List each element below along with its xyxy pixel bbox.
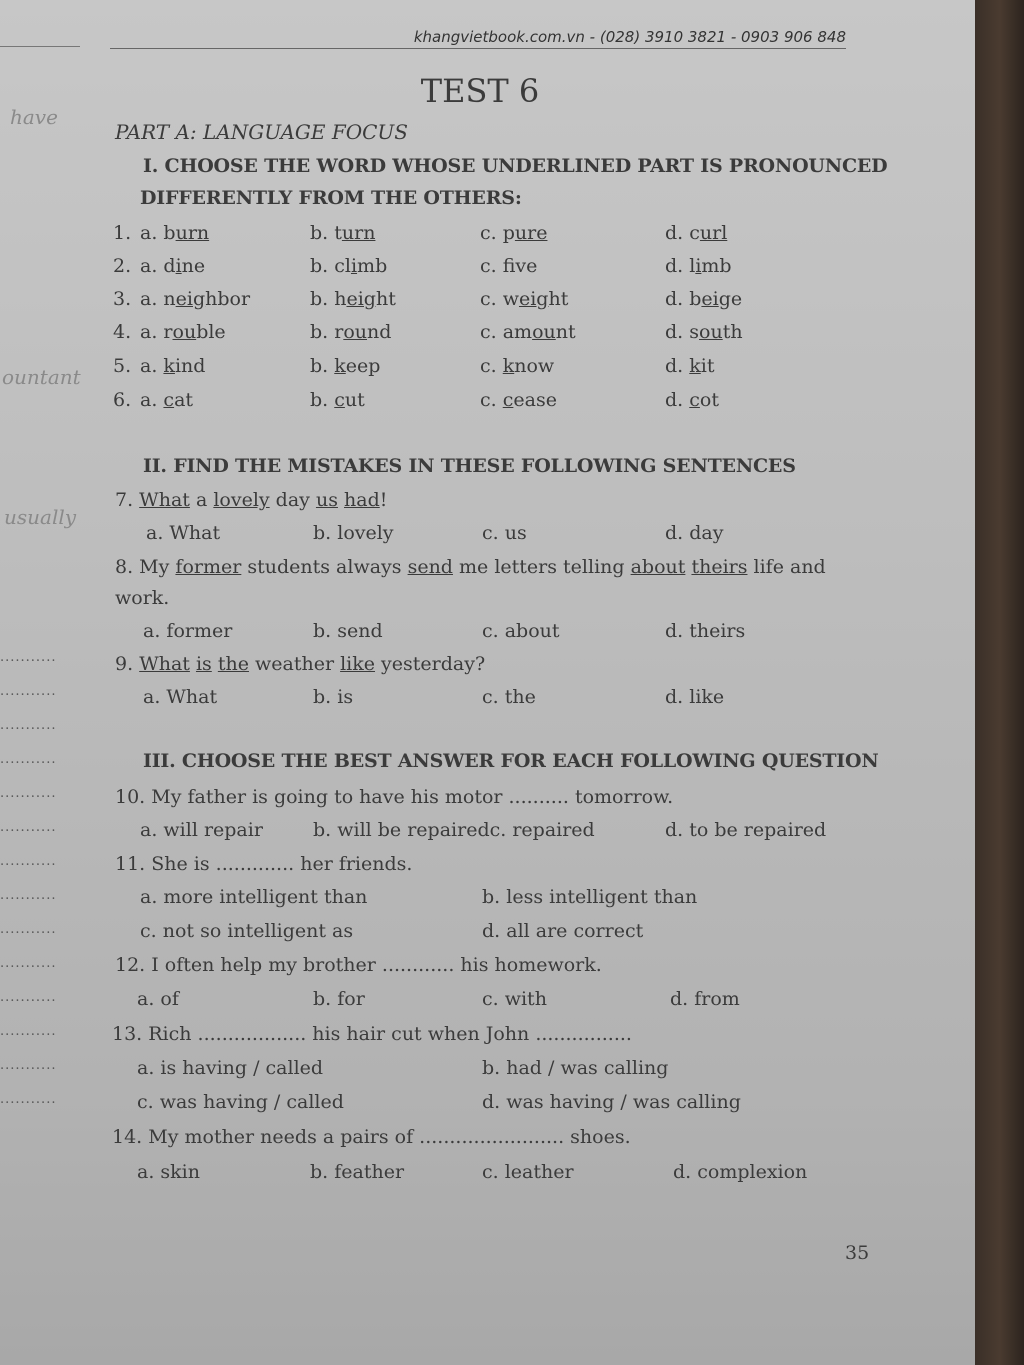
margin-dots: ........... xyxy=(0,990,57,1005)
option-b: b. climb xyxy=(310,255,388,277)
option-b: b. cut xyxy=(310,389,365,411)
option-d: d. like xyxy=(665,686,725,708)
option-d: d. all are correct xyxy=(482,920,644,942)
option-c: c. amount xyxy=(480,321,576,343)
question-sentence-continued: work. xyxy=(115,587,170,609)
option-c: c. weight xyxy=(480,288,569,310)
question-sentence: 12. I often help my brother ............ his homework. xyxy=(115,954,602,976)
option-c: c. know xyxy=(480,355,555,377)
question-sentence: 8. My former students always send me letters telling about theirs life and xyxy=(115,556,826,578)
option-a: a. rouble xyxy=(140,321,226,343)
margin-note: have xyxy=(10,105,58,129)
question-sentence: 13. Rich .................. his hair cut when John ................ xyxy=(112,1023,632,1045)
margin-note: usually xyxy=(4,505,77,529)
question-number: 4. xyxy=(113,321,132,343)
margin-dots: ........... xyxy=(0,1058,57,1073)
margin-dots: ........... xyxy=(0,786,57,801)
question-number: 6. xyxy=(113,389,132,411)
option-a: a. dine xyxy=(140,255,206,277)
margin-dots: ........... xyxy=(0,684,57,699)
option-c: c. fve xyxy=(480,255,538,277)
margin-dots: ........... xyxy=(0,820,57,835)
option-b: b. had / was calling xyxy=(482,1057,669,1079)
margin-dots: ........... xyxy=(0,718,57,733)
option-b: b. turn xyxy=(310,222,376,244)
option-d: d. complexion xyxy=(673,1161,808,1183)
option-c: c. the xyxy=(482,686,536,708)
option-d: d. to be repaired xyxy=(665,819,827,841)
margin-dots: ........... xyxy=(0,1092,57,1107)
option-b: b. height xyxy=(310,288,396,310)
question-sentence: 11. She is ............. her friends. xyxy=(115,853,413,875)
option-d: d. cot xyxy=(665,389,719,411)
option-a: a. kind xyxy=(140,355,206,377)
margin-dots: ........... xyxy=(0,854,57,869)
question-sentence: 14. My mother needs a pairs of ........................ shoes. xyxy=(112,1126,631,1148)
option-c: c. with xyxy=(482,988,547,1010)
margin-dots: ........... xyxy=(0,956,57,971)
option-a: a. What xyxy=(146,522,221,544)
option-c: c. about xyxy=(482,620,560,642)
option-a: a. former xyxy=(143,620,233,642)
question-number: 2. xyxy=(113,255,132,277)
page-edge-background xyxy=(975,0,1024,1365)
margin-dots: ........... xyxy=(0,650,57,665)
margin-dots: ........... xyxy=(0,752,57,767)
option-a: a. will repair xyxy=(140,819,263,841)
margin-note: ountant xyxy=(2,365,81,389)
margin-dots: ........... xyxy=(0,1024,57,1039)
option-c: c. was having / called xyxy=(137,1091,344,1113)
option-c: c. cease xyxy=(480,389,557,411)
page-header: khangvietbook.com.vn - (028) 3910 3821 - 0903 906 848 xyxy=(110,28,846,49)
top-rule xyxy=(0,46,80,47)
option-d: d. limb xyxy=(665,255,732,277)
option-b: b. feather xyxy=(310,1161,405,1183)
option-d: d. south xyxy=(665,321,743,343)
option-d: d. theirs xyxy=(665,620,746,642)
section-heading: DIFFERENTLY FROM THE OTHERS: xyxy=(140,187,522,209)
option-b: b. will be repairedc. repaired xyxy=(313,819,595,841)
section-heading: III. CHOOSE THE BEST ANSWER FOR EACH FOLLOWING QUESTION xyxy=(143,750,879,772)
option-a: a. neighbor xyxy=(140,288,251,310)
option-c: c. not so intelligent as xyxy=(140,920,354,942)
option-d: d. curl xyxy=(665,222,728,244)
option-c: c. pure xyxy=(480,222,548,244)
option-b: b. send xyxy=(313,620,383,642)
section-heading: I. CHOOSE THE WORD WHOSE UNDERLINED PART IS PRONOUNCED xyxy=(143,155,888,177)
section-heading: II. FIND THE MISTAKES IN THESE FOLLOWING SENTENCES xyxy=(143,455,796,477)
option-b: b. for xyxy=(313,988,365,1010)
margin-dots: ........... xyxy=(0,922,57,937)
option-b: b. is xyxy=(313,686,354,708)
part-heading: PART A: LANGUAGE FOCUS xyxy=(115,120,408,144)
option-c: c. leather xyxy=(482,1161,574,1183)
question-sentence: 7. What a lovely day us had! xyxy=(115,489,388,511)
option-a: a. cat xyxy=(140,389,194,411)
question-number: 5. xyxy=(113,355,132,377)
option-c: c. us xyxy=(482,522,527,544)
page-number: 35 xyxy=(845,1242,870,1264)
test-title: TEST 6 xyxy=(420,72,540,110)
question-number: 1. xyxy=(113,222,132,244)
option-a: a. burn xyxy=(140,222,210,244)
option-d: d. from xyxy=(670,988,740,1010)
option-a: a. skin xyxy=(137,1161,200,1183)
option-b: b. round xyxy=(310,321,392,343)
option-a: a. is having / called xyxy=(137,1057,324,1079)
option-d: d. beige xyxy=(665,288,743,310)
option-b: b. less intelligent than xyxy=(482,886,698,908)
option-a: a. more intelligent than xyxy=(140,886,368,908)
question-sentence: 9. What is the weather like yesterday? xyxy=(115,653,486,675)
option-d: d. kit xyxy=(665,355,715,377)
question-number: 3. xyxy=(113,288,132,310)
margin-dots: ........... xyxy=(0,888,57,903)
option-a: a. What xyxy=(143,686,218,708)
option-d: d. day xyxy=(665,522,724,544)
option-a: a. of xyxy=(137,988,179,1010)
option-b: b. keep xyxy=(310,355,381,377)
option-d: d. was having / was calling xyxy=(482,1091,741,1113)
option-b: b. lovely xyxy=(313,522,394,544)
question-sentence: 10. My father is going to have his motor .......... tomorrow. xyxy=(115,786,674,808)
